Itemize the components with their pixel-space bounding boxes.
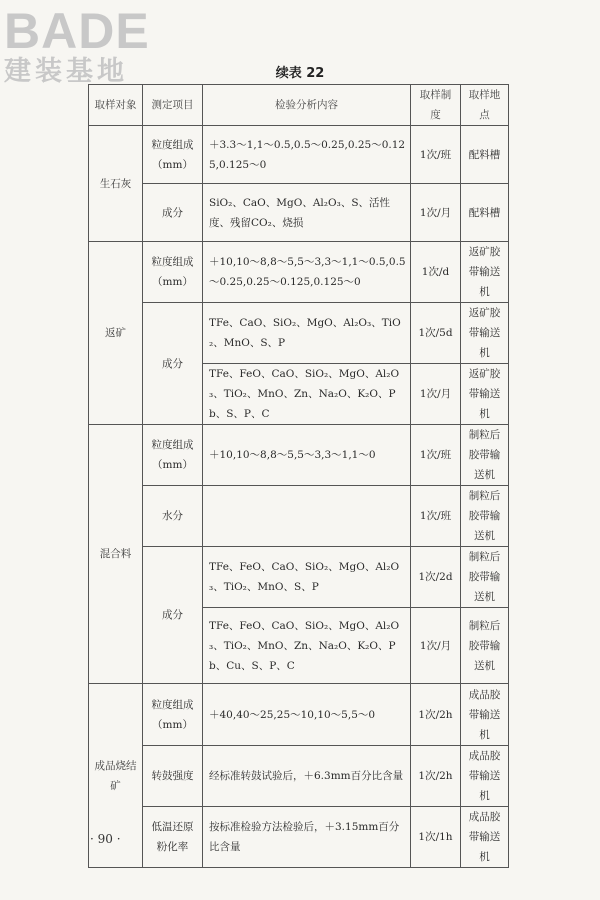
sampling-frequency: 1次/班 (411, 486, 461, 547)
logo-subtitle: 建装基地 (4, 56, 128, 87)
table-row (89, 486, 509, 547)
table-row (89, 684, 509, 746)
sample-object: 生石灰 (89, 126, 143, 242)
sampling-frequency: 1次/月 (411, 364, 461, 425)
sample-object: 返矿 (89, 242, 143, 425)
sampling-frequency: 1次/班 (411, 126, 461, 184)
sampling-place: 制粒后胶带输送机 (461, 608, 509, 684)
sampling-frequency: 1次/1h (411, 807, 461, 868)
sampling-place: 成品胶带输送机 (461, 746, 509, 807)
analysis-content: TFe、FeO、CaO、SiO₂、MgO、Al₂O₃、TiO₂、MnO、S、P (203, 547, 411, 608)
table-row (89, 425, 509, 486)
sampling-frequency: 1次/月 (411, 184, 461, 242)
table-row (89, 184, 509, 242)
test-item: 粒度组成（mm） (143, 242, 203, 303)
sampling-table (88, 84, 509, 868)
header-item: 测定项目 (143, 85, 203, 126)
analysis-content: ＋10,10～8,8～5,5～3,3～1,1～0.5,0.5～0.25,0.25～0.125,0.125～0 (203, 242, 411, 303)
header-object: 取样对象 (89, 85, 143, 126)
test-item: 转鼓强度 (143, 746, 203, 807)
sampling-place: 返矿胶带输送机 (461, 242, 509, 303)
sampling-place: 配料槽 (461, 126, 509, 184)
analysis-content: TFe、FeO、CaO、SiO₂、MgO、Al₂O₃、TiO₂、MnO、Zn、Na₂O、K₂O、Pb、S、P、C (203, 364, 411, 425)
sampling-place: 成品胶带输送机 (461, 807, 509, 868)
test-item: 成分 (143, 303, 203, 425)
header-content: 检验分析内容 (203, 85, 411, 126)
sampling-frequency: 1次/月 (411, 608, 461, 684)
sampling-place: 返矿胶带输送机 (461, 364, 509, 425)
table-row (89, 746, 509, 807)
analysis-content: ＋40,40～25,25～10,10～5,5～0 (203, 684, 411, 746)
header-place: 取样地点 (461, 85, 509, 126)
table-row (89, 547, 509, 608)
sampling-place: 制粒后胶带输送机 (461, 547, 509, 608)
table-row (89, 807, 509, 868)
analysis-content: 按标准检验方法检验后，＋3.15mm百分比含量 (203, 807, 411, 868)
sampling-frequency: 1次/5d (411, 303, 461, 364)
sampling-place: 成品胶带输送机 (461, 684, 509, 746)
table-header-row (89, 85, 509, 126)
sampling-frequency: 1次/2d (411, 547, 461, 608)
sampling-frequency: 1次/2h (411, 684, 461, 746)
sample-object: 混合料 (89, 425, 143, 684)
analysis-content: TFe、CaO、SiO₂、MgO、Al₂O₃、TiO₂、MnO、S、P (203, 303, 411, 364)
sampling-place: 返矿胶带输送机 (461, 303, 509, 364)
analysis-content: SiO₂、CaO、MgO、Al₂O₃、S、活性度、残留CO₂、烧损 (203, 184, 411, 242)
test-item: 成分 (143, 184, 203, 242)
analysis-content: ＋10,10～8,8～5,5～3,3～1,1～0 (203, 425, 411, 486)
page-number: · 90 · (90, 832, 121, 846)
table-row (89, 303, 509, 364)
test-item: 水分 (143, 486, 203, 547)
sampling-place: 配料槽 (461, 184, 509, 242)
test-item: 低温还原粉化率 (143, 807, 203, 868)
analysis-content: TFe、FeO、CaO、SiO₂、MgO、Al₂O₃、TiO₂、MnO、Zn、Na₂O、K₂O、Pb、Cu、S、P、C (203, 608, 411, 684)
logo-brand: BADE (4, 3, 150, 59)
sampling-frequency: 1次/d (411, 242, 461, 303)
sample-object: 成品烧结矿 (89, 684, 143, 868)
analysis-content (203, 486, 411, 547)
sampling-place: 制粒后胶带输送机 (461, 425, 509, 486)
table-row (89, 242, 509, 303)
table-row (89, 126, 509, 184)
test-item: 粒度组成（mm） (143, 126, 203, 184)
test-item: 成分 (143, 547, 203, 684)
analysis-content: 经标准转鼓试验后，＋6.3mm百分比含量 (203, 746, 411, 807)
header-frequency: 取样制度 (411, 85, 461, 126)
test-item: 粒度组成（mm） (143, 425, 203, 486)
sampling-frequency: 1次/2h (411, 746, 461, 807)
sampling-place: 制粒后胶带输送机 (461, 486, 509, 547)
analysis-content: ＋3.3～1,1～0.5,0.5～0.25,0.25～0.125,0.125～0 (203, 126, 411, 184)
test-item: 粒度组成（mm） (143, 684, 203, 746)
table-title: 续表 22 (275, 66, 325, 81)
sampling-frequency: 1次/班 (411, 425, 461, 486)
